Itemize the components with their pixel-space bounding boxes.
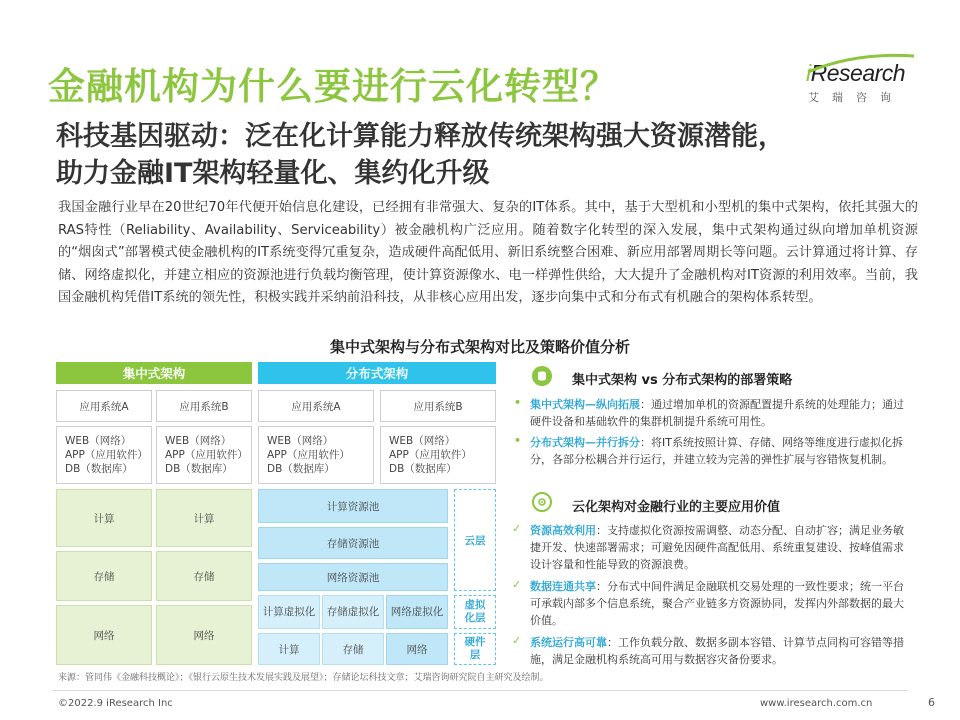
database-icon	[532, 366, 552, 386]
settings-doc-icon	[532, 492, 552, 512]
central-compute-a: 计算	[56, 489, 152, 547]
stack-db: DB（数据库）	[65, 463, 133, 475]
central-compute-b: 计算	[156, 489, 252, 547]
page-title: 金融机构为什么要进行云化转型？	[48, 65, 618, 108]
cloud-layer-label: 云层	[454, 489, 496, 591]
central-app-b: 应用系统B	[156, 390, 252, 422]
value-data-body: ：分布式中间件满足金融联机交易处理的一致性要求；统一平台可承载内部多个信息系统，聚合产业链多方资源协同，发挥内外部数据的最大价值。	[530, 580, 904, 627]
stack-web: WEB（网络）	[389, 435, 456, 447]
logo-brand-text: Research	[810, 60, 906, 86]
logo-brand-i: i	[806, 60, 811, 86]
copyright-text: ©2022.9 iResearch Inc	[58, 698, 173, 709]
value-resource-highlight: 资源高效利用	[530, 524, 596, 537]
storage-virtualization: 存储虚拟化	[322, 595, 384, 629]
virtualization-layer-label: 虚拟化层	[454, 595, 496, 629]
stack-web: WEB（网络）	[65, 435, 132, 447]
value-reliability-text	[530, 634, 908, 668]
distributed-strategy-body: ：将IT系统按照计算、存储、网络等维度进行虚拟化拆分，各部分松耦合并行运行，并建立较为完善的弹性扩展与容错恢复机制。	[530, 436, 903, 466]
distributed-strategy-highlight: 分布式架构—并行拆分	[530, 436, 640, 449]
central-strategy-text	[530, 396, 908, 430]
value-resource-body: ：支持虚拟化资源按需调整、动态分配、自动扩容；满足业务敏捷开发、快速部署需求；可避免因硬件高配低用、系统重复建设、按峰值需求设计容量和性能导致的资源浪费。	[530, 524, 904, 571]
check-icon: ✓	[512, 522, 522, 535]
stack-web: WEB（网络）	[267, 435, 334, 447]
value-reliability-body: ：工作负载分散、数据多副本容错、计算节点同构可容错等措施，满足金融机构系统高可用与数据容灾备份要求。	[530, 636, 904, 666]
check-icon: ✓	[512, 634, 522, 647]
stack-db: DB（数据库）	[267, 463, 335, 475]
distributed-app-b: 应用系统B	[380, 390, 496, 422]
diagram-title: 集中式架构与分布式架构对比及策略价值分析	[329, 338, 630, 356]
stack-db: DB（数据库）	[165, 463, 233, 475]
central-strategy-highlight: 集中式架构—纵向拓展	[530, 398, 640, 411]
central-strategy-body: ：通过增加单机的资源配置提升系统的处理能力；通过硬件设备和基础软件的集群机制提升系统可用性。	[530, 398, 904, 428]
central-storage-b: 存储	[156, 551, 252, 601]
stack-app: APP（应用软件）	[267, 449, 350, 461]
hardware-network: 网络	[386, 633, 448, 665]
central-storage-a: 存储	[56, 551, 152, 601]
stack-app: APP（应用软件）	[65, 449, 148, 461]
hardware-compute: 计算	[258, 633, 320, 665]
value-data-highlight: 数据连通共享	[530, 580, 596, 593]
stack-app: APP（应用软件）	[165, 449, 248, 461]
page-subtitle	[56, 118, 936, 192]
central-architecture-header: 集中式架构	[56, 362, 252, 384]
subtitle-line-2: 助力金融IT架构轻量化、集约化升级	[56, 158, 490, 189]
value-data-text	[530, 578, 908, 629]
stack-web: WEB（网络）	[165, 435, 232, 447]
logo-sub-text: 艾瑞咨询	[808, 91, 904, 104]
distributed-stack-b	[380, 426, 496, 484]
check-icon: ✓	[512, 578, 522, 591]
distributed-app-a: 应用系统A	[258, 390, 374, 422]
compute-virtualization: 计算虚拟化	[258, 595, 320, 629]
distributed-stack-a	[258, 426, 374, 484]
value-resource-text	[530, 522, 908, 573]
network-virtualization: 网络虚拟化	[386, 595, 448, 629]
intro-paragraph: 我国金融行业早在20世纪70年代便开始信息化建设，已经拥有非常强大、复杂的IT体系。其中，基于大型机和小型机的集中式架构，依托其强大的RAS特性（Reliability、Availability、Serviceability）被金融机构广泛应用。随着数字化转型的深入发展，集中式架构通过纵向增加单机资源的“烟囱式”部署模式使金融机构的IT系统变得冗重复杂，造成硬件高配低用、新旧系统整合困难、新应用部署周期长等问题。云计算通过将计算、存储、网络虚拟化，并建立相应的资源池进行负载均衡管理，使计算资源像水、电一样弹性供给，大大提升了金融机构对IT资源的利用效率。当前，我国金融机构凭借IT系统的领先性，积极实践并采纳前沿科技，从非核心应用出发，逐步向集中式和分布式有机融合的架构体系转型。	[58, 200, 918, 306]
value-reliability-highlight: 系统运行高可靠	[530, 636, 607, 649]
deployment-strategy-title: 集中式架构 vs 分布式架构的部署策略	[572, 373, 793, 388]
stack-db: DB（数据库）	[389, 463, 457, 475]
central-network-a: 网络	[56, 605, 152, 665]
application-value-title: 云化架构对金融行业的主要应用价值	[572, 500, 781, 515]
central-stack-b	[156, 426, 252, 484]
distributed-architecture-header: 分布式架构	[258, 362, 496, 384]
page-number: 6	[928, 696, 935, 709]
subtitle-line-1: 科技基因驱动：泛在化计算能力释放传统架构强大资源潜能，	[56, 121, 785, 152]
website-link[interactable]: www.iresearch.com.cn	[760, 698, 873, 709]
central-network-b: 网络	[156, 605, 252, 665]
iresearch-logo	[806, 52, 916, 104]
compute-pool: 计算资源池	[258, 489, 448, 523]
bullet-dot: •	[514, 434, 522, 447]
distributed-strategy-text	[530, 434, 908, 468]
bullet-dot: •	[514, 396, 522, 409]
network-pool: 网络资源池	[258, 563, 448, 591]
logo-swoosh-icon	[806, 50, 916, 80]
hardware-storage: 存储	[322, 633, 384, 665]
source-note: 来源：管同伟《金融科技概论》；《银行云原生技术发展实践及展望》；存储论坛科技文章；艾瑞咨询研究院自主研究及绘制。	[58, 673, 549, 683]
stack-app: APP（应用软件）	[389, 449, 472, 461]
hardware-layer-label: 硬件层	[454, 633, 496, 665]
footer-divider	[52, 690, 908, 691]
storage-pool: 存储资源池	[258, 527, 448, 559]
central-app-a: 应用系统A	[56, 390, 152, 422]
central-stack-a	[56, 426, 152, 484]
